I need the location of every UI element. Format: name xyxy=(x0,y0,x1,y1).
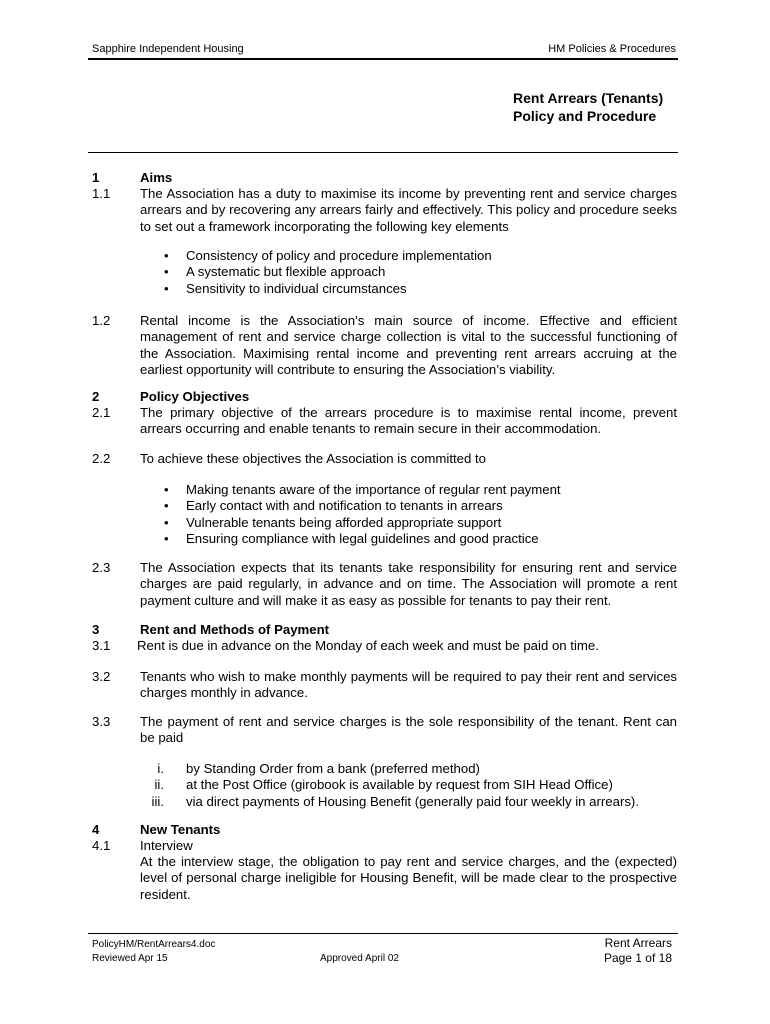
list-item: • Consistency of policy and procedure implementation xyxy=(140,248,492,264)
paragraph-number: 3.3 xyxy=(92,714,111,729)
paragraph-number: 4.1 xyxy=(92,838,111,853)
section-heading: New Tenants xyxy=(140,822,221,837)
header-org-name: Sapphire Independent Housing xyxy=(92,43,244,55)
paragraph-text: The primary objective of the arrears procedure is to maximise rental income, prevent arrears occurring and enable tenants to remain secure in their accommodation. xyxy=(140,405,677,437)
section-number: 1 xyxy=(92,170,100,185)
paragraph-text: The Association has a duty to maximise its income by preventing rent and service charges arrears and by recovering any arrears fairly and effectively. This policy and procedure seeks to set out a framework incorporating the following key elements xyxy=(140,186,677,234)
footer-reviewed: Reviewed Apr 15 xyxy=(92,953,168,964)
footer-doc-path: PolicyHM/RentArrears4.doc xyxy=(92,939,216,950)
footer-approved: Approved April 02 xyxy=(320,953,399,964)
paragraph-subheading: Interview xyxy=(140,838,193,853)
list-item-text: at the Post Office (girobook is available by request from SIH Head Office) xyxy=(186,777,613,793)
page-title xyxy=(513,89,663,125)
paragraph-text: At the interview stage, the obligation to pay rent and service charges, and the (expected) level of personal charge ineligible for Housing Benefit, will be made clear to the prospective resident. xyxy=(140,854,677,902)
paragraph-number: 3.1 xyxy=(92,638,111,653)
section-heading: Aims xyxy=(140,170,173,185)
section-heading: Policy Objectives xyxy=(140,389,250,404)
list-item: • Vulnerable tenants being afforded appropriate support xyxy=(140,515,561,531)
list-item xyxy=(140,777,639,793)
paragraph-text: To achieve these objectives the Association is committed to xyxy=(140,451,486,466)
title-line-2: Policy and Procedure xyxy=(513,108,657,124)
section-number: 4 xyxy=(92,822,100,837)
footer-doc-title: Rent Arrears xyxy=(604,936,672,950)
list-item: • A systematic but flexible approach xyxy=(140,264,492,280)
list-item: • Sensitivity to individual circumstances xyxy=(140,281,492,297)
list-item-number: i. xyxy=(157,761,164,776)
list-item: • Early contact with and notification to tenants in arrears xyxy=(140,498,561,514)
paragraph-number: 2.1 xyxy=(92,405,111,420)
footer-page-number: Page 1 of 18 xyxy=(603,951,672,965)
section-number: 2 xyxy=(92,389,100,404)
list-item: • Ensuring compliance with legal guidelines and good practice xyxy=(140,531,561,547)
list-item xyxy=(140,761,639,777)
commitments-list xyxy=(140,482,561,547)
list-item-text: by Standing Order from a bank (preferred method) xyxy=(186,761,480,776)
header-doc-category: HM Policies & Procedures xyxy=(548,43,676,55)
paragraph-text: Rental income is the Association’s main source of income. Effective and efficient management of rent and service charge collection is vital to the successful functioning of the Association. Maximising rental income and preventing rent arrears accruing at the earliest opportunity will contribute to ensuring the Association’s viability. xyxy=(140,313,677,377)
paragraph-number: 1.2 xyxy=(92,313,111,328)
header-rule xyxy=(88,58,678,60)
payment-methods-list xyxy=(140,761,639,810)
paragraph-text: Tenants who wish to make monthly payments will be required to pay their rent and services charges monthly in advance. xyxy=(140,669,677,701)
paragraph-number: 1.1 xyxy=(92,186,111,201)
paragraph-number: 3.2 xyxy=(92,669,111,684)
list-item-number: iii. xyxy=(151,793,164,809)
title-line-1: Rent Arrears (Tenants) xyxy=(513,90,664,106)
paragraph-text: Rent is due in advance on the Monday of each week and must be paid on time. xyxy=(137,638,599,653)
list-item-number: ii. xyxy=(154,777,164,793)
paragraph-text: The payment of rent and service charges is the sole responsibility of the tenant. Rent can be paid xyxy=(140,714,677,746)
section-heading: Rent and Methods of Payment xyxy=(140,622,330,637)
title-rule xyxy=(88,152,678,153)
footer-rule xyxy=(88,933,678,934)
list-item-text: via direct payments of Housing Benefit (generally paid four weekly in arrears). xyxy=(186,793,639,809)
key-elements-list xyxy=(140,248,492,297)
list-item xyxy=(140,794,639,810)
list-item: • Making tenants aware of the importance of regular rent payment xyxy=(140,482,561,498)
paragraph-number: 2.2 xyxy=(92,451,111,466)
section-number: 3 xyxy=(92,622,100,637)
paragraph-number: 2.3 xyxy=(92,560,111,575)
paragraph-text: The Association expects that its tenants take responsibility for ensuring rent and service charges are paid regularly, in advance and on time. The Association will promote a rent payment culture and will make it as easy as possible for tenants to pay their rent. xyxy=(140,560,677,608)
